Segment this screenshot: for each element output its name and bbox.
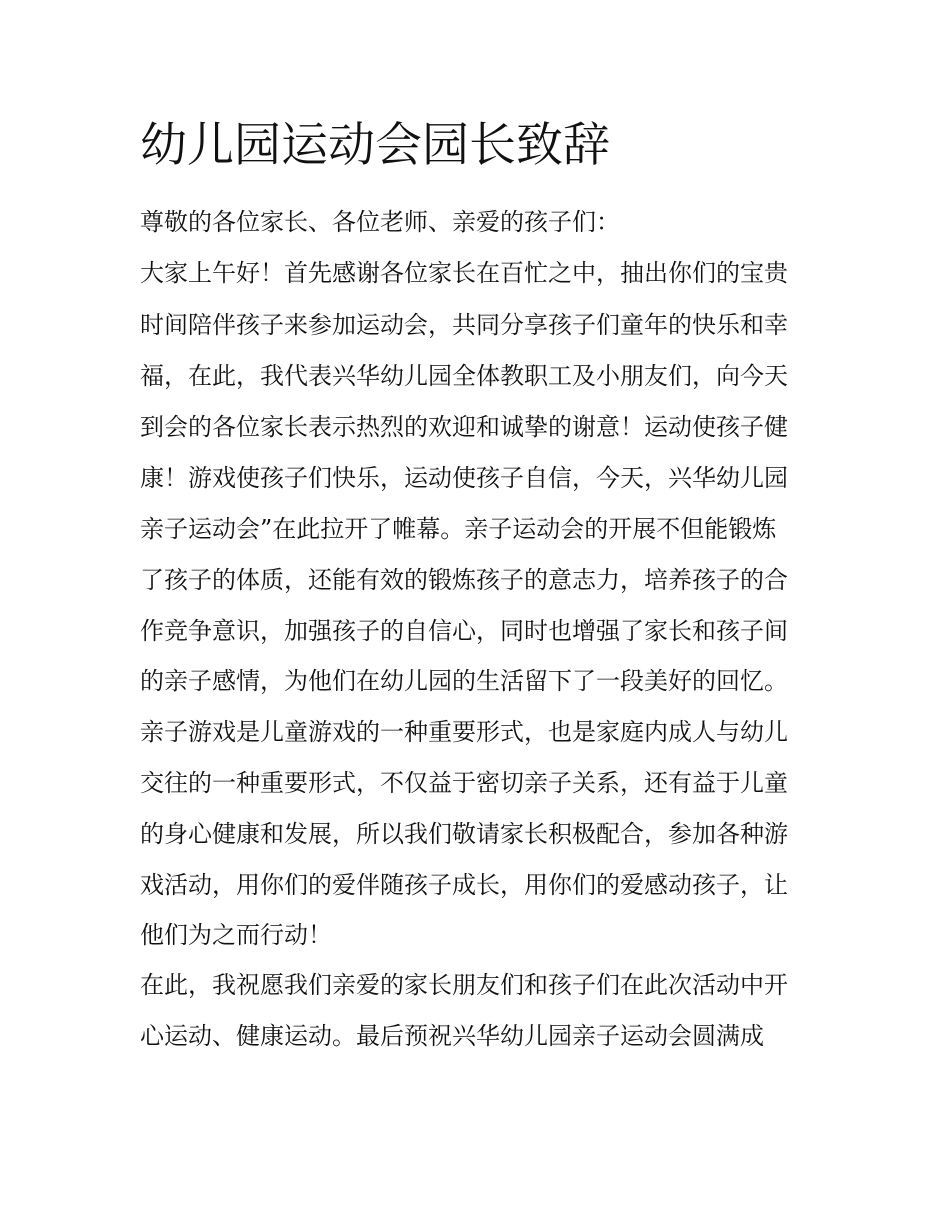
salutation-line: 尊敬的各位家长、各位老师、亲爱的孩子们：	[140, 208, 620, 236]
body-line: 心运动、健康运动。最后预祝兴华幼儿园亲子运动会圆满成	[140, 1022, 764, 1050]
body-line: 戏活动，用你们的爱伴随孩子成长，用你们的爱感动孩子，让	[140, 871, 788, 899]
body-line: 亲子游戏是儿童游戏的一种重要形式，也是家庭内成人与幼儿	[140, 718, 788, 746]
body-line: 到会的各位家长表示热烈的欢迎和诚挚的谢意！运动使孩子健	[140, 413, 788, 441]
body-line: 时间陪伴孩子来参加运动会，共同分享孩子们童年的快乐和幸	[140, 311, 788, 339]
body-line: 了孩子的体质，还能有效的锻炼孩子的意志力，培养孩子的合	[140, 566, 788, 594]
body-line: 的亲子感情，为他们在幼儿园的生活留下了一段美好的回忆。	[140, 667, 788, 695]
body-line: 在此，我祝愿我们亲爱的家长朋友们和孩子们在此次活动中开	[140, 971, 788, 999]
body-line: 福，在此，我代表兴华幼儿园全体教职工及小朋友们，向今天	[140, 362, 788, 390]
body-line: 康！游戏使孩子们快乐，运动使孩子自信，今天，兴华幼儿园	[140, 464, 788, 492]
body-line: 作竞争意识，加强孩子的自信心，同时也增强了家长和孩子间	[140, 617, 788, 645]
body-line: 交往的一种重要形式，不仅益于密切亲子关系，还有益于儿童	[140, 769, 788, 797]
document-title: 幼儿园运动会园长致辞	[140, 118, 610, 173]
body-line: 他们为之而行动！	[140, 921, 332, 949]
body-line: 的身心健康和发展，所以我们敬请家长积极配合，参加各种游	[140, 820, 788, 848]
body-line: 亲子运动会”在此拉开了帷幕。亲子运动会的开展不但能锻炼	[140, 515, 777, 543]
body-line: 大家上午好！首先感谢各位家长在百忙之中，抽出你们的宝贵	[140, 259, 788, 287]
